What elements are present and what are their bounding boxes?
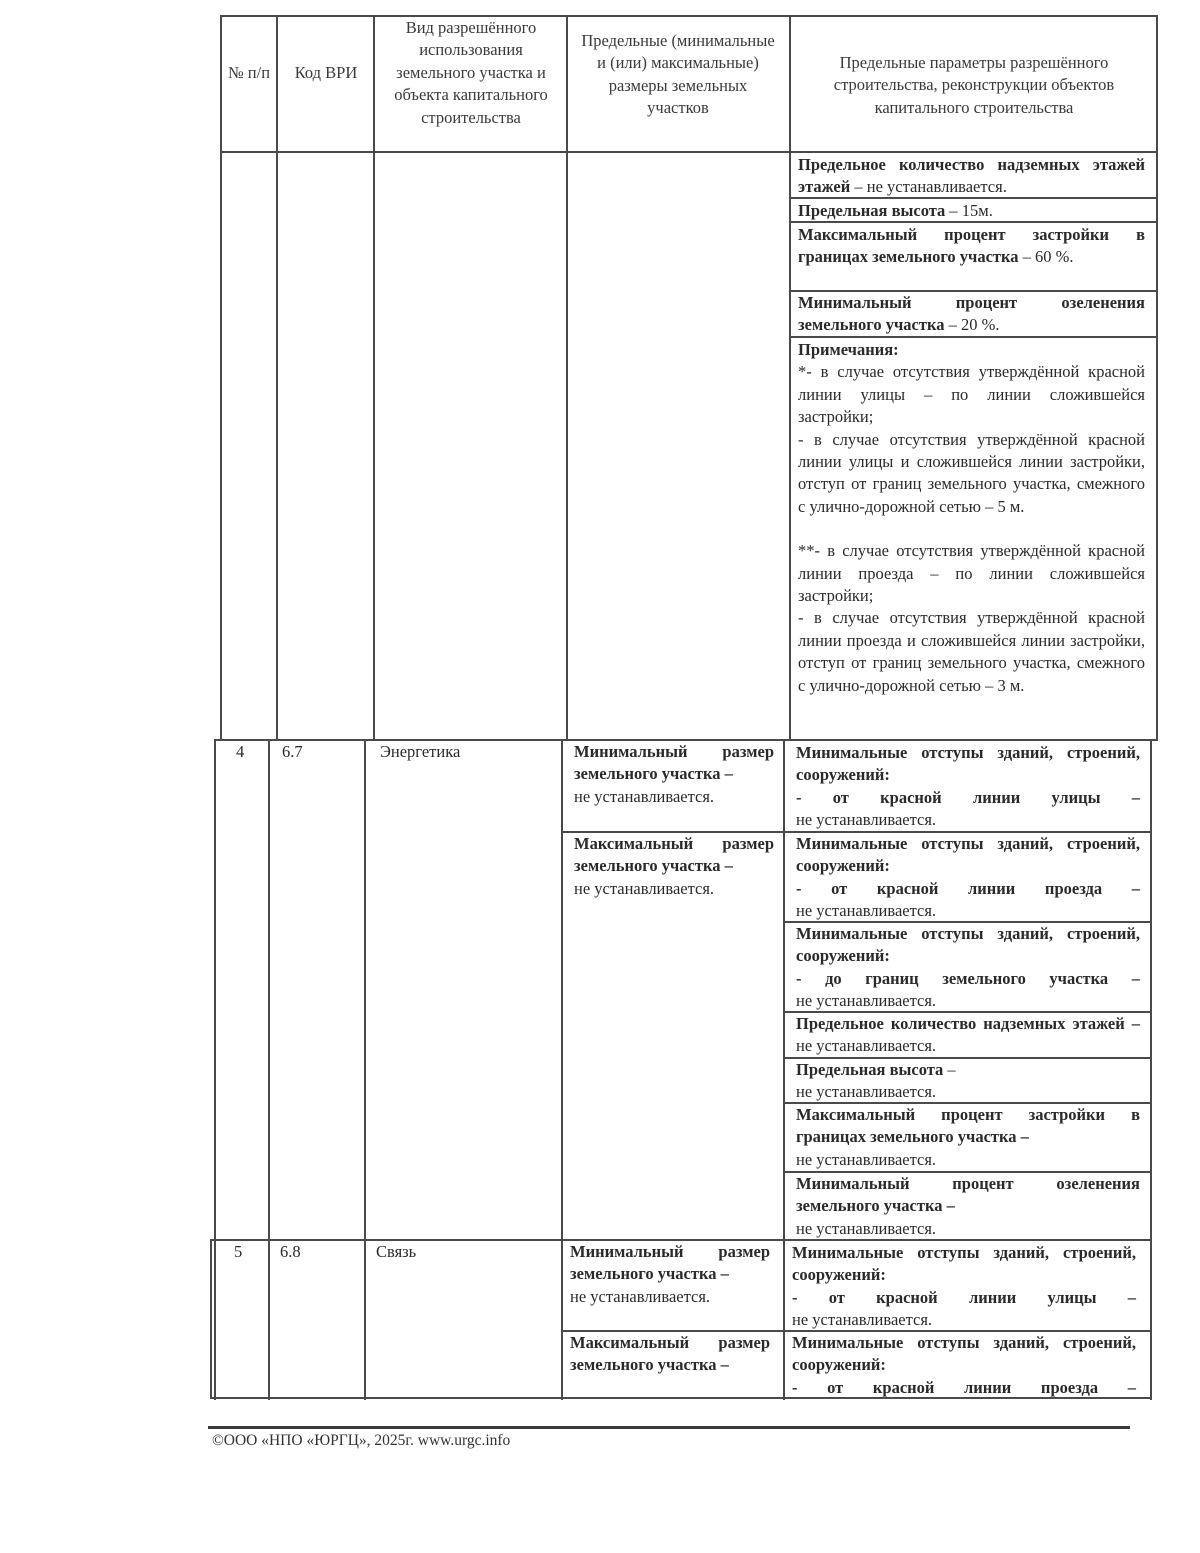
row4-name: Энергетика	[380, 742, 461, 761]
header-sizes: Предельные (минимальные и (или) максимальные) размеры земельных участков	[581, 31, 775, 118]
row4-param-coverage: Максимальный процент застройки в границах земельного участка – не устанавливается.	[796, 1105, 1140, 1169]
header-num: № п/п	[227, 63, 271, 82]
row4-max-size: Максимальный размер земельного участка – не устанавливается.	[574, 834, 774, 898]
note-2: - в случае отсутствия утверждённой красной линии улицы и сложившейся линии застройки, отступ от границ земельного участка, смежного с улично-дорожной сетью – 5 м.	[798, 429, 1145, 516]
row4-min-size: Минимальный размер земельного участка – не устанавливается.	[574, 742, 774, 806]
header-code: Код ВРИ	[294, 63, 358, 82]
row3-param-floors-rest: этажей – не устанавливается.	[798, 177, 1007, 196]
row3-param-floors: Предельное количество надземных этажей	[798, 155, 1145, 174]
note-1: *- в случае отсутствия утверждённой красной линии улицы – по линии сложившейся застройки;	[798, 362, 1145, 427]
row4-param-street-setback: Минимальные отступы зданий, строений, сооружений: - от красной линии улицы – не устанавливается.	[796, 743, 1140, 830]
note-3: **- в случае отсутствия утверждённой красной линии проезда – по линии сложившейся застройки;	[798, 541, 1145, 606]
row3-param-coverage: Максимальный процент застройки в границах земельного участка – 60 %.	[798, 225, 1145, 267]
row3-param-height: Предельная высота – 15м.	[798, 201, 993, 220]
row5-name: Связь	[376, 1242, 417, 1261]
row4-param-greening: Минимальный процент озеленения земельного участка – не устанавливается.	[796, 1174, 1140, 1238]
header-params: Предельные параметры разрешённого строительства, реконструкции объектов капитального строительства	[833, 53, 1115, 117]
row4-num: 4	[236, 742, 245, 761]
row4-param-driveway-setback: Минимальные отступы зданий, строений, сооружений: - от красной линии проезда – не устанавливается.	[796, 834, 1140, 921]
note-4: - в случае отсутствия утверждённой красной линии проезда и сложившейся линии застройки, отступ от границ земельного участка, смежного с улично-дорожной сетью – 3 м.	[798, 608, 1145, 695]
row5-min-size: Минимальный размер земельного участка – не устанавливается.	[570, 1242, 770, 1306]
footer-copyright: ©ООО «НПО «ЮРГЦ», 2025г. www.urgc.info	[212, 1432, 511, 1449]
row3-param-greening: Минимальный процент озеленения земельного участка – 20 %.	[798, 293, 1145, 335]
row5-param-street-setback: Минимальные отступы зданий, строений, сооружений: - от красной линии улицы – не устанавливается.	[792, 1243, 1136, 1330]
row5-num: 5	[234, 1242, 243, 1261]
row4-param-height: Предельная высота – не устанавливается.	[796, 1060, 956, 1102]
row4-code: 6.7	[282, 742, 303, 761]
footer-rule	[208, 1426, 1130, 1429]
row5-code: 6.8	[280, 1242, 301, 1261]
row5-param-driveway-setback: Минимальные отступы зданий, строений, сооружений: - от красной линии проезда –	[792, 1333, 1136, 1397]
header-vri: Вид разрешённого использования земельного участка и объекта капитального строительства	[394, 18, 548, 127]
row4-param-boundary-setback: Минимальные отступы зданий, строений, сооружений: - до границ земельного участка – не устанавливается.	[796, 924, 1140, 1011]
row5-max-size: Максимальный размер земельного участка –	[570, 1333, 770, 1375]
row4-param-floors: Предельное количество надземных этажей – не устанавливается.	[796, 1014, 1140, 1056]
row3-notes: Примечания: *- в случае отсутствия утверждённой красной линии улицы – по линии сложившейся застройки; - в случае отсутствия утверждённой красной линии улицы и сложившейся линии застройки, отступ от границ земельного участка, смежного с улично-дорожной сетью – 5 м. **- в случае отсутствия утверждённой красной линии проезда – по линии сложившейся застройки; - в случае отсутствия утверждённой красной линии проезда и сложившейся линии застройки, отступ от границ земельного участка, смежного с улично-дорожной сетью – 3 м.	[798, 339, 1145, 697]
